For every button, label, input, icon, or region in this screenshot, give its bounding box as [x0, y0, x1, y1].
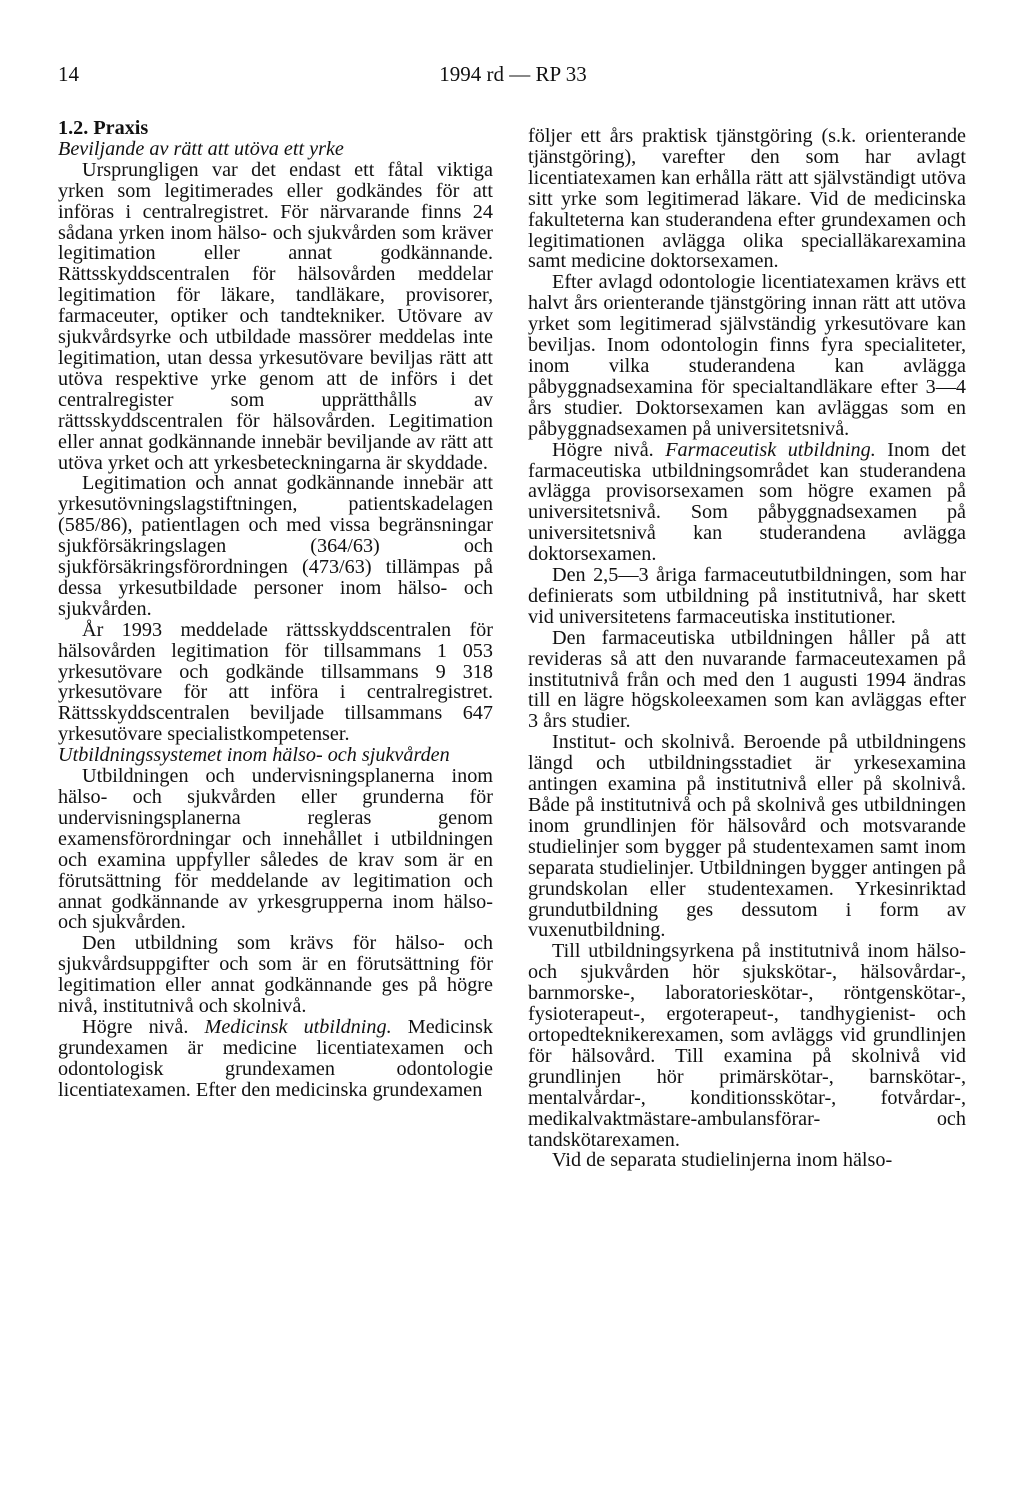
- paragraph: Den 2,5—3 åriga farmaceututbildningen, som har definierats som utbildning på institutnivå, har skett vid universitetens farmaceutiska institutioner.: [528, 564, 966, 628]
- paragraph: Den utbildning som krävs för hälso- och sjukvårdsuppgifter och som är en förutsättning för legitimation eller annat godkännande ges på högre nivå, institutnivå och skolnivå.: [58, 932, 493, 1018]
- paragraph-italic-term: Medicinsk utbildning.: [204, 1015, 392, 1038]
- page-number: 14: [58, 62, 79, 86]
- paragraph: Utbildningen och undervisningsplanerna inom hälso- och sjukvården eller grunderna för undervisningsplanerna regleras genom examensförordningar och innehållet i utbildningen och examina uppfyller således de krav som är en förutsättning för meddelande av legitimation och annat godkännande av yrkesgrupperna inom hälso- och sjukvården.: [58, 765, 493, 934]
- paragraph-medicinsk: [58, 1017, 493, 1101]
- right-column: [528, 126, 966, 1171]
- paragraph-rest: Medicinsk grundexamen är medicine licentiatexamen och odontologisk grundexamen odontologie licentiatexamen. Efter den medicinska grundexamen: [58, 1015, 493, 1101]
- paragraph: Efter avlagd odontologie licentiatexamen krävs ett halvt års orienterande tjänstgöring innan rätt att utöva yrket som legitimerad självständig yrkesutövare kan beviljas. Inom odontologin finns fyra specialiteter, inom vilka studerandena kan avlägga påbyggnadsexamina för specialtandläkare efter 3—4 års studier. Doktorsexamen kan avläggas som en påbyggnadsexamen på universitetsnivå.: [528, 271, 966, 440]
- paragraph: följer ett års praktisk tjänstgöring (s.k. orienterande tjänstgöring), varefter den som har avlagt licentiatexamen kan erhålla rätt att självständigt utöva sitt yrke som legitimerad läkare. Vid de medicinska fakulteterna kan studerandena efter grundexamen och legitimationen avlägga olika specialläkarexamina samt medicine doktorsexamen.: [528, 125, 966, 273]
- paragraph: Institut- och skolnivå. Beroende på utbildningens längd och utbildningsstadiet är yrkesexamina antingen examina på institutnivå eller på skolnivå. Både på institutnivå och på skolnivå ges utbildningen inom grundlinjen för hälsovård och motsvarande studielinjer som bygger på studentexamen samt inom separata studielinjer. Utbildningen bygger antingen på grundskolan eller studentexamen. Yrkesinriktad grundutbildning ges dessutom i form av vuxenutbildning.: [528, 731, 966, 942]
- paragraph-lead: Högre nivå.: [82, 1015, 205, 1038]
- paragraph: Till utbildningsyrkena på institutnivå inom hälso- och sjukvården hör sjukskötar-, hälsovårdar-, barnmorske-, laboratorieskötar-, röntgenskötar-, fysioterapeut-, ergoterapeut-, tandhygienist- och ortopedteknikerexamen, som avläggs vid grundlinjen för hälsovård. Till examina på skolnivå vid grundlinjen hör primärskötar-, barnskötar-, mentalvårdar-, konditionsskötar-, fotvårdar-, medikalvaktmästare-ambulansförar- och tandskötarexamen.: [528, 940, 966, 1151]
- paragraph: Ursprungligen var det endast ett fåtal viktiga yrken som legitimerades eller godkändes för att införas i centralregistret. För närvarande finns 24 sådana yrken inom hälso- och sjukvården som kräver legitimation eller annat godkännande. Rättsskyddscentralen för hälsovården meddelar legitimation för läkare, tandläkare, provisorer, farmaceuter, optiker och tandtekniker. Utövare av sjukvårdsyrke och utbildade massörer meddelas inte legitimation, utan dessa yrkesutövare beviljas rätt att utöva respektive yrke genom att de införs i det centralregister som upprätthålls av rättsskyddscentralen för hälsovården. Legitimation eller annat godkännande innebär beviljande av rätt att utöva yrket och att yrkesbeteckningarna är skyddade.: [58, 158, 493, 474]
- subheading-beviljande: Beviljande av rätt att utöva ett yrke: [58, 137, 344, 160]
- paragraph: Den farmaceutiska utbildningen håller på att revideras så att den nuvarande farmaceutexamen på institutnivå från och med den 1 augusti 1994 ändras till en lägre högskoleexamen som kan avläggas efter 3 års studier.: [528, 626, 966, 733]
- paragraph-italic-term: Farmaceutisk utbildning.: [665, 438, 876, 461]
- paragraph-lead: Högre nivå.: [552, 438, 666, 461]
- paragraph: År 1993 meddelade rättsskyddscentralen för hälsovården legitimation för tillsammans 1 053 yrkesutövare och godkände tillsammans 9 318 yrkesutövare för att införa i centralregistret. Rättsskyddscentralen beviljade tillsammans 647 yrkesutövare specialistkompetenser.: [58, 618, 493, 746]
- paragraph: Legitimation och annat godkännande innebär att yrkesutövningslagstiftningen, patientskadelagen (585/86), patientlagen och med vissa begränsningar sjukförsäkringslagen (364/63) och sjukförsäkringsförordningen (473/63) tillämpas på dessa yrkesutbildade personer inom hälso- och sjukvården.: [58, 472, 493, 620]
- paragraph: Vid de separata studielinjerna inom hälso-: [552, 1149, 893, 1172]
- left-column: [58, 118, 493, 1101]
- paragraph-farmaceutisk: [528, 440, 966, 565]
- document-title: 1994 rd — RP 33: [439, 62, 587, 86]
- page-header: [58, 62, 968, 92]
- subheading-utbildningssystemet: Utbildningssystemet inom hälso- och sjukvården: [58, 744, 450, 767]
- paragraph-rest: Inom det farmaceutiska utbildningsområdet kan studerandena avlägga provisorsexamen som högre examen på universitetsnivå. Som påbyggnadsexamen på universitetsnivå kan studerandena avlägga doktorsexamen.: [528, 438, 966, 566]
- section-title: 1.2. Praxis: [58, 117, 149, 139]
